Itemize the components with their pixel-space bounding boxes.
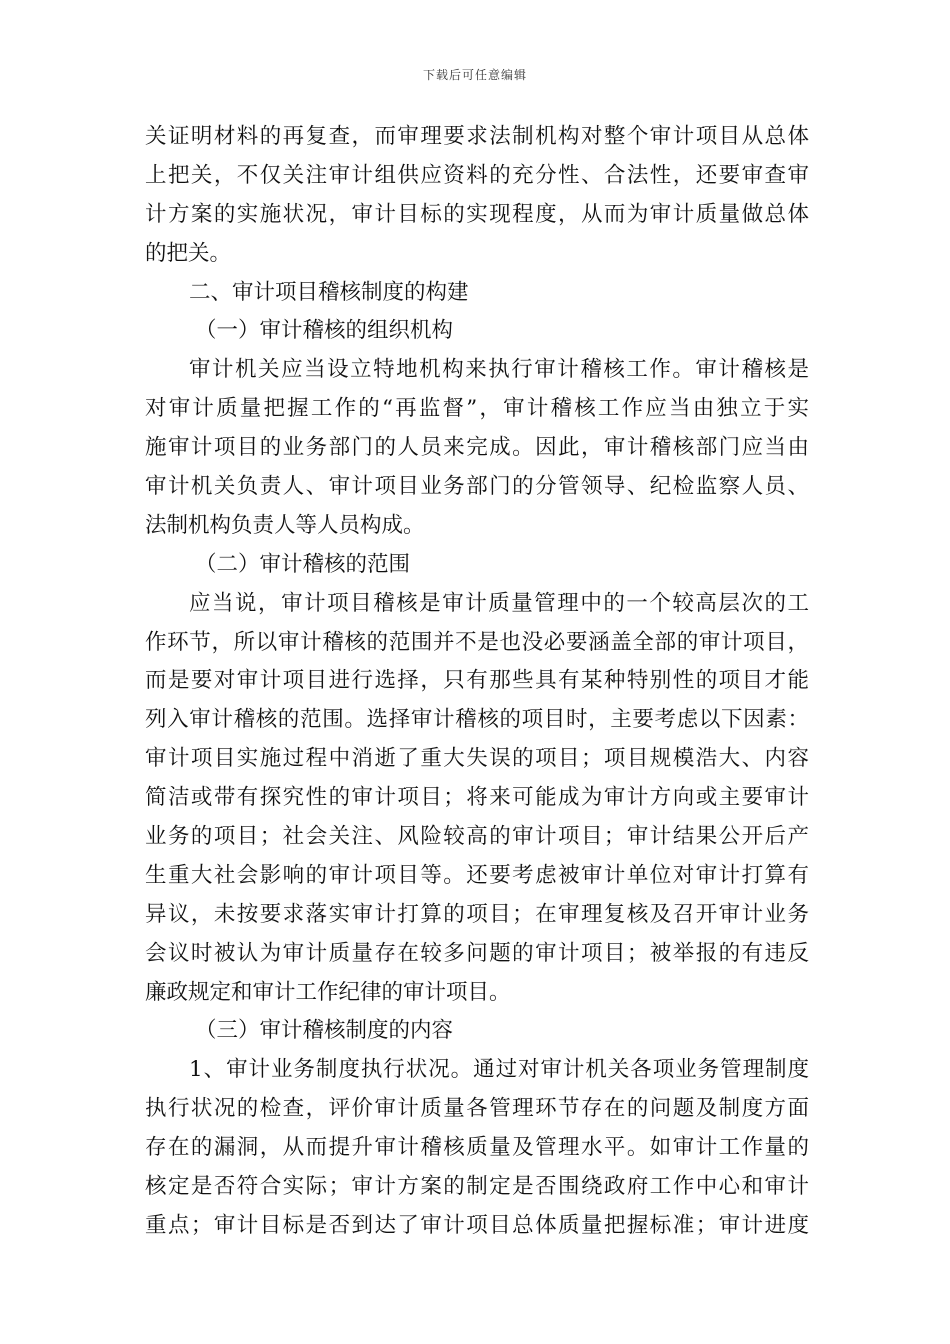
body-line: 审计机关负责人、审计项目业务部门的分管领导、纪检监察人员、 [145,474,809,500]
body-line: 存在的漏洞，从而提升审计稽核质量及管理水平。如审计工作量的 [145,1135,809,1161]
subsection-heading: （二）审计稽核的范围 [195,551,411,577]
subsection-heading: （一）审计稽核的组织机构 [195,318,454,344]
body-line: 法制机构负责人等人员构成。 [145,512,425,538]
page-header: 下载后可任意编辑 [422,68,527,82]
body-line: 廉政规定和审计工作纪律的审计项目。 [145,979,511,1005]
body-line: 业务的项目；社会关注、风险较高的审计项目；审计结果公开后产 [145,824,809,850]
body-line: 对审计质量把握工作的“再监督”，审计稽核工作应当由独立于实 [145,396,809,422]
body-line: 审计项目实施过程中消逝了重大失误的项目；项目规模浩大、内容 [145,746,809,772]
body-line: 关证明材料的再复查，而审理要求法制机构对整个审计项目从总体 [145,124,809,149]
paragraph-first-line: 审计机关应当设立特地机构来执行审计稽核工作。审计稽核是 [189,357,809,383]
subsection-heading: （三）审计稽核制度的内容 [195,1018,454,1044]
paragraph-first-line: 1、审计业务制度执行状况。通过对审计机关各项业务管理制度 [189,1057,809,1083]
body-line: 异议，未按要求落实审计打算的项目；在审理复核及召开审计业务 [145,901,809,927]
body-line: 重点；审计目标是否到达了审计项目总体质量把握标准；审计进度 [145,1212,809,1238]
body-line: 会议时被认为审计质量存在较多问题的审计项目；被举报的有违反 [145,940,809,966]
body-line: 施审计项目的业务部门的人员来完成。因此，审计稽核部门应当由 [145,435,809,461]
body-line: 作环节，所以审计稽核的范围并不是也没必要涵盖全部的审计项目， [145,629,809,655]
paragraph-first-line: 应当说，审计项目稽核是审计质量管理中的一个较高层次的工 [189,590,809,616]
body-line: 列入审计稽核的范围。选择审计稽核的项目时，主要考虑以下因素： [145,707,809,733]
body-line: 核定是否符合实际；审计方案的制定是否围绕政府工作中心和审计 [145,1174,809,1200]
body-line: 计方案的实施状况，审计目标的实现程度，从而为审计质量做总体 [145,201,809,227]
body-line: 简洁或带有探究性的审计项目；将来可能成为审计方向或主要审计 [145,785,809,811]
body-line: 而是要对审计项目进行选择，只有那些具有某种特别性的项目才能 [145,668,809,694]
body-line: 执行状况的检查，评价审计质量各管理环节存在的问题及制度方面 [145,1096,809,1122]
document-body [145,118,809,1246]
body-line: 上把关，不仅关注审计组供应资料的充分性、合法性，还要审查审 [145,162,809,188]
body-line: 的把关。 [145,240,232,266]
section-heading: 二、审计项目稽核制度的构建 [189,279,469,305]
body-line: 生重大社会影响的审计项目等。还要考虑被审计单位对审计打算有 [145,862,809,888]
